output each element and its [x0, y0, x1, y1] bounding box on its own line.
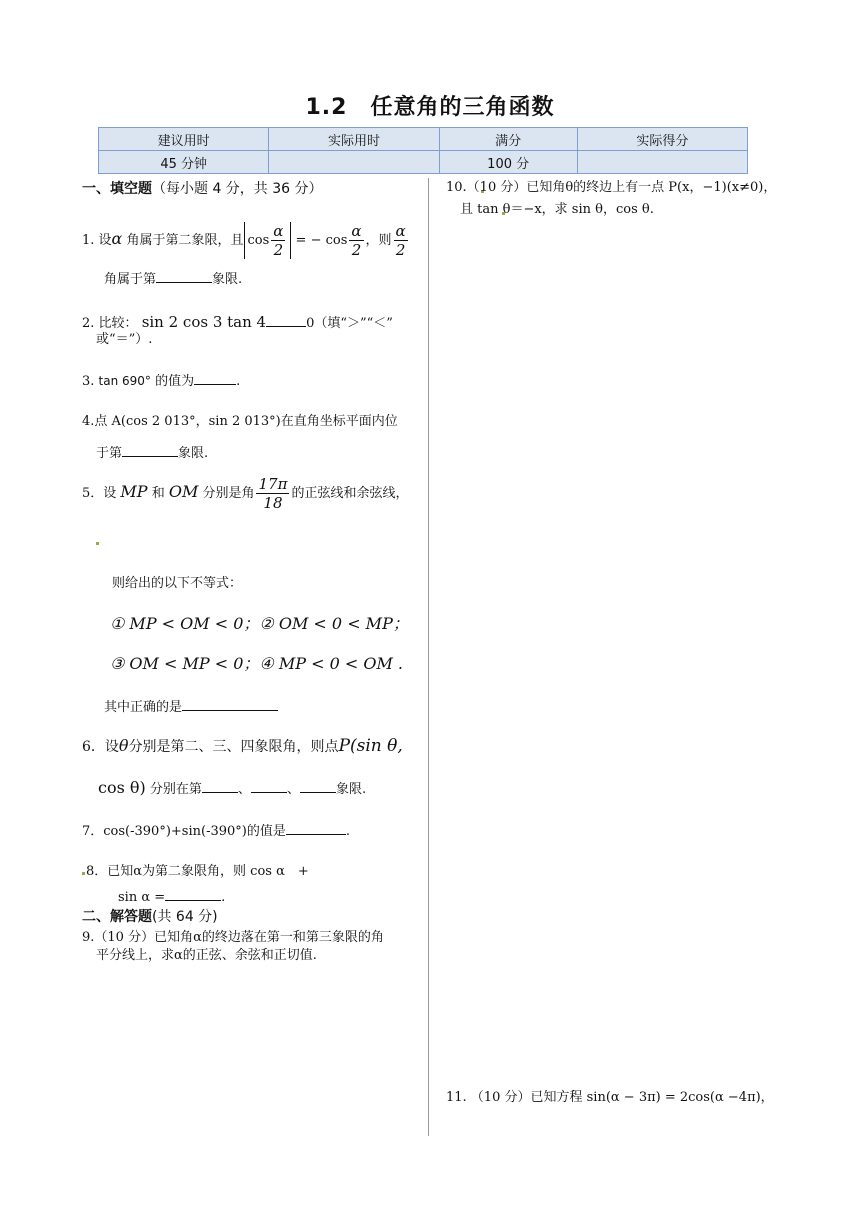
value-actual-time — [269, 151, 439, 174]
question-5: 5．设 MP 和 OM 分别是角 $\frac{17\pi}{18}$ 的正弦线和余弦线， — [82, 475, 409, 512]
question-4: 4.点 A(cos 2 013°，sin 2 013°)在直角坐标平面内位 — [82, 414, 398, 429]
header-full-score: 满分 — [439, 128, 577, 151]
question-6-line2: cos θ) 分别在第 、 、 象限. — [98, 778, 367, 797]
question-5-intro: 则给出的以下不等式： — [112, 576, 243, 591]
question-11: 11. （10 分）已知方程 sin(α − 3π) = 2cos(α −4π)， — [446, 1090, 774, 1105]
question-1: 1. 设α 角属于第二象限，且 cos $\frac{\alpha}{2}$ = − cos $\frac{\alpha}{2}$ ，则 $\frac{\alpha}{2}$ — [82, 222, 406, 259]
question-1-line2: 角属于第 象限. — [104, 268, 242, 290]
question-6: 6．设θ分别是第二、三、四象限角，则点P(sin θ, — [82, 736, 403, 756]
answer-blank[interactable] — [182, 696, 278, 711]
question-9-line2: 平分线上，求α的正弦、余弦和正切值. — [96, 948, 317, 963]
section1-heading: 一、填空题（每小题 4 分，共 36 分） — [82, 181, 323, 197]
header-actual-score: 实际得分 — [577, 128, 747, 151]
question-2-line2: 或“＝”）. — [96, 332, 153, 347]
question-9: 9.（10 分）已知角α的终边落在第一和第三象限的角 — [82, 930, 384, 945]
header-suggested-time: 建议用时 — [99, 128, 269, 151]
value-suggested-time: 45 分钟 — [99, 151, 269, 174]
question-3: 3. tan 690° 的值为 . — [82, 370, 240, 392]
score-table-value-row — [99, 151, 748, 174]
score-table-header-row — [99, 128, 748, 151]
question-8-line2: sin α = . — [118, 886, 225, 908]
question-5-inequalities-2: ③ OM < MP < 0；④ MP < 0 < OM . — [110, 654, 404, 673]
question-2: 2. 比较： sin 2 cos 3 tan 4 0（填“＞”“＜” — [82, 313, 393, 331]
question-10-line2: 且 tan θ＝−x，求 sin θ，cos θ. — [460, 202, 654, 217]
answer-blank[interactable] — [194, 370, 236, 385]
answer-blank[interactable] — [286, 820, 346, 835]
answer-blank[interactable] — [251, 778, 287, 793]
question-10: 10.（10 分）已知角θ的终边上有一点 P(x，−1)(x≠0)， — [446, 180, 777, 195]
question-5-answer: 其中正确的是 — [104, 696, 278, 718]
question-7: 7．cos(-390°)+sin(-390°)的值是 . — [82, 820, 350, 842]
answer-blank[interactable] — [165, 886, 221, 901]
section2-heading: 二、解答题(共 64 分) — [82, 909, 218, 925]
score-table — [98, 127, 748, 174]
answer-blank[interactable] — [156, 268, 212, 283]
question-5-inequalities-1: ① MP < OM < 0；② OM < 0 < MP； — [110, 614, 409, 633]
answer-blank[interactable] — [266, 312, 306, 327]
question-8: 8．已知α为第二象限角，则 cos α + — [86, 864, 309, 879]
answer-blank[interactable] — [122, 442, 178, 457]
question-4-line2: 于第 象限. — [96, 442, 208, 464]
value-full-score: 100 分 — [439, 151, 577, 174]
answer-blank[interactable] — [300, 778, 336, 793]
column-divider — [428, 178, 429, 1136]
header-actual-time: 实际用时 — [269, 128, 439, 151]
value-actual-score — [577, 151, 747, 174]
answer-blank[interactable] — [202, 778, 238, 793]
page-title: 1.2 任意角的三角函数 — [305, 95, 555, 120]
stray-mark — [82, 872, 85, 875]
stray-mark — [96, 542, 99, 545]
